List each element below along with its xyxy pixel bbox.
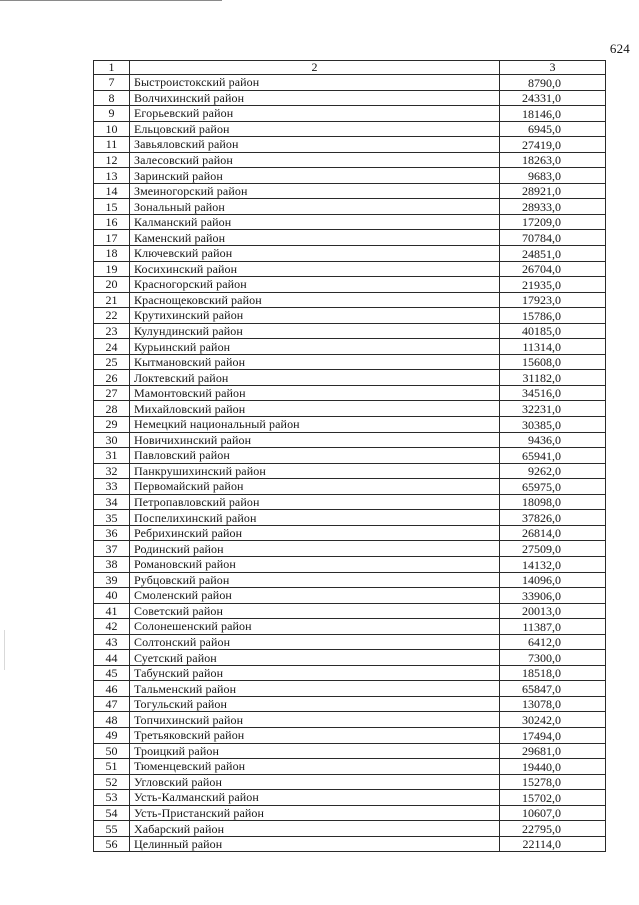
table-row	[94, 743, 606, 759]
table-row	[94, 106, 606, 122]
row-number: 25	[94, 354, 130, 370]
district-name: Новичихинский район	[130, 432, 500, 448]
table-row	[94, 308, 606, 324]
district-value: 7300,0	[500, 650, 606, 666]
district-value: 24851,0	[500, 246, 606, 262]
row-number: 43	[94, 634, 130, 650]
row-number: 47	[94, 696, 130, 712]
district-name: Залесовский район	[130, 152, 500, 168]
table-row	[94, 432, 606, 448]
district-name: Быстроистокский район	[130, 75, 500, 91]
district-name: Мамонтовский район	[130, 385, 500, 401]
district-name: Солонешенский район	[130, 619, 500, 635]
district-value: 65975,0	[500, 479, 606, 495]
district-name: Калманский район	[130, 214, 500, 230]
row-number: 54	[94, 805, 130, 821]
district-name: Зональный район	[130, 199, 500, 215]
table-row	[94, 75, 606, 91]
district-name: Смоленский район	[130, 588, 500, 604]
district-name: Солтонский район	[130, 634, 500, 650]
table-row	[94, 261, 606, 277]
row-number: 50	[94, 743, 130, 759]
table-row	[94, 214, 606, 230]
district-value: 15786,0	[500, 308, 606, 324]
table-row	[94, 230, 606, 246]
district-name: Кулундинский район	[130, 323, 500, 339]
district-value: 15608,0	[500, 354, 606, 370]
row-number: 55	[94, 821, 130, 837]
row-number: 28	[94, 401, 130, 417]
row-number: 34	[94, 494, 130, 510]
table-row	[94, 199, 606, 215]
row-number: 52	[94, 774, 130, 790]
district-name: Егорьевский район	[130, 106, 500, 122]
district-value: 65847,0	[500, 681, 606, 697]
district-name: Локтевский район	[130, 370, 500, 386]
district-name: Михайловский район	[130, 401, 500, 417]
district-name: Третьяковский район	[130, 727, 500, 743]
table-row	[94, 650, 606, 666]
table-row	[94, 759, 606, 775]
table-row	[94, 525, 606, 541]
district-value: 29681,0	[500, 743, 606, 759]
row-number: 11	[94, 137, 130, 153]
district-name: Красногорский район	[130, 277, 500, 293]
row-number: 21	[94, 292, 130, 308]
district-value: 6412,0	[500, 634, 606, 650]
district-name: Суетский район	[130, 650, 500, 666]
table-row	[94, 696, 606, 712]
district-name: Троицкий район	[130, 743, 500, 759]
district-value: 8790,0	[500, 75, 606, 91]
table-row	[94, 510, 606, 526]
row-number: 45	[94, 665, 130, 681]
district-name: Родинский район	[130, 541, 500, 557]
district-name: Ребрихинский район	[130, 525, 500, 541]
district-value: 11314,0	[500, 339, 606, 355]
district-name: Первомайский район	[130, 479, 500, 495]
row-number: 36	[94, 525, 130, 541]
scan-margin-mark	[4, 630, 5, 670]
table-row	[94, 572, 606, 588]
district-value: 65941,0	[500, 448, 606, 464]
district-value: 34516,0	[500, 385, 606, 401]
district-name: Завьяловский район	[130, 137, 500, 153]
district-value: 28933,0	[500, 199, 606, 215]
row-number: 40	[94, 588, 130, 604]
table-row	[94, 401, 606, 417]
district-value: 30242,0	[500, 712, 606, 728]
table-row	[94, 323, 606, 339]
district-name: Угловский район	[130, 774, 500, 790]
district-table	[93, 60, 606, 852]
table-row	[94, 168, 606, 184]
district-value: 37826,0	[500, 510, 606, 526]
district-name: Рубцовский район	[130, 572, 500, 588]
row-number: 16	[94, 214, 130, 230]
row-number: 48	[94, 712, 130, 728]
district-value: 10607,0	[500, 805, 606, 821]
row-number: 37	[94, 541, 130, 557]
table-row	[94, 494, 606, 510]
table-row	[94, 556, 606, 572]
district-value: 18263,0	[500, 152, 606, 168]
row-number: 7	[94, 75, 130, 91]
district-value: 70784,0	[500, 230, 606, 246]
row-number: 39	[94, 572, 130, 588]
page-number: 624	[609, 41, 630, 56]
row-number: 12	[94, 152, 130, 168]
table-row	[94, 121, 606, 137]
district-value: 17923,0	[500, 292, 606, 308]
table-row	[94, 634, 606, 650]
district-name: Тогульский район	[130, 696, 500, 712]
district-value: 40185,0	[500, 323, 606, 339]
row-number: 41	[94, 603, 130, 619]
district-value: 20013,0	[500, 603, 606, 619]
row-number: 27	[94, 385, 130, 401]
table-row	[94, 603, 606, 619]
district-name: Курьинский район	[130, 339, 500, 355]
table-row	[94, 137, 606, 153]
district-name: Усть-Пристанский район	[130, 805, 500, 821]
table-row	[94, 836, 606, 852]
table-row	[94, 805, 606, 821]
row-number: 42	[94, 619, 130, 635]
district-name: Советский район	[130, 603, 500, 619]
district-value: 26704,0	[500, 261, 606, 277]
table-row	[94, 790, 606, 806]
district-name: Косихинский район	[130, 261, 500, 277]
row-number: 19	[94, 261, 130, 277]
district-value: 26814,0	[500, 525, 606, 541]
table-row	[94, 90, 606, 106]
row-number: 53	[94, 790, 130, 806]
top-rule	[0, 0, 222, 1]
table-row	[94, 448, 606, 464]
district-value: 15702,0	[500, 790, 606, 806]
district-value: 18098,0	[500, 494, 606, 510]
row-number: 38	[94, 556, 130, 572]
table-row	[94, 385, 606, 401]
district-name: Петропавловский район	[130, 494, 500, 510]
district-value: 31182,0	[500, 370, 606, 386]
table-row	[94, 619, 606, 635]
table-row	[94, 727, 606, 743]
district-value: 18518,0	[500, 665, 606, 681]
row-number: 20	[94, 277, 130, 293]
row-number: 10	[94, 121, 130, 137]
row-number: 17	[94, 230, 130, 246]
row-number: 14	[94, 183, 130, 199]
district-value: 18146,0	[500, 106, 606, 122]
table-row	[94, 541, 606, 557]
district-value: 21935,0	[500, 277, 606, 293]
district-value: 19440,0	[500, 759, 606, 775]
district-value: 17494,0	[500, 727, 606, 743]
row-number: 24	[94, 339, 130, 355]
row-number: 33	[94, 479, 130, 495]
table-row	[94, 821, 606, 837]
table-row	[94, 774, 606, 790]
district-value: 9683,0	[500, 168, 606, 184]
table-row	[94, 354, 606, 370]
district-name: Тальменский район	[130, 681, 500, 697]
row-number: 35	[94, 510, 130, 526]
table-row	[94, 479, 606, 495]
district-name: Павловский район	[130, 448, 500, 464]
district-value: 14096,0	[500, 572, 606, 588]
district-name: Ельцовский район	[130, 121, 500, 137]
district-name: Заринский район	[130, 168, 500, 184]
district-value: 27419,0	[500, 137, 606, 153]
table-row	[94, 417, 606, 433]
district-name: Табунский район	[130, 665, 500, 681]
table-row	[94, 681, 606, 697]
row-number: 31	[94, 448, 130, 464]
row-number: 8	[94, 90, 130, 106]
district-name: Хабарский район	[130, 821, 500, 837]
district-value: 9262,0	[500, 463, 606, 479]
row-number: 46	[94, 681, 130, 697]
row-number: 49	[94, 727, 130, 743]
district-name: Усть-Калманский район	[130, 790, 500, 806]
district-value: 11387,0	[500, 619, 606, 635]
district-value: 14132,0	[500, 556, 606, 572]
district-name: Крутихинский район	[130, 308, 500, 324]
row-number: 23	[94, 323, 130, 339]
row-number: 26	[94, 370, 130, 386]
district-name: Тюменцевский район	[130, 759, 500, 775]
header-col-name: 2	[130, 61, 500, 75]
table-row	[94, 277, 606, 293]
header-col-number: 1	[94, 61, 130, 75]
table-row	[94, 588, 606, 604]
district-name: Каменский район	[130, 230, 500, 246]
table-body	[94, 61, 606, 852]
table-row	[94, 246, 606, 262]
district-name: Кытмановский район	[130, 354, 500, 370]
table-row	[94, 463, 606, 479]
district-value: 22795,0	[500, 821, 606, 837]
table-row	[94, 292, 606, 308]
district-name: Топчихинский район	[130, 712, 500, 728]
header-col-value: 3	[500, 61, 606, 75]
table-header-row	[94, 61, 606, 75]
district-name: Змеиногорский район	[130, 183, 500, 199]
table-row	[94, 183, 606, 199]
table-row	[94, 665, 606, 681]
district-name: Поспелихинский район	[130, 510, 500, 526]
row-number: 9	[94, 106, 130, 122]
district-name: Немецкий национальный район	[130, 417, 500, 433]
district-name: Ключевский район	[130, 246, 500, 262]
district-name: Романовский район	[130, 556, 500, 572]
district-name: Целинный район	[130, 836, 500, 852]
row-number: 22	[94, 308, 130, 324]
table-row	[94, 152, 606, 168]
district-value: 30385,0	[500, 417, 606, 433]
row-number: 44	[94, 650, 130, 666]
row-number: 29	[94, 417, 130, 433]
district-value: 24331,0	[500, 90, 606, 106]
district-value: 15278,0	[500, 774, 606, 790]
district-value: 13078,0	[500, 696, 606, 712]
row-number: 18	[94, 246, 130, 262]
district-value: 9436,0	[500, 432, 606, 448]
district-value: 32231,0	[500, 401, 606, 417]
row-number: 32	[94, 463, 130, 479]
district-name: Панкрушихинский район	[130, 463, 500, 479]
district-name: Волчихинский район	[130, 90, 500, 106]
district-value: 27509,0	[500, 541, 606, 557]
row-number: 51	[94, 759, 130, 775]
district-value: 17209,0	[500, 214, 606, 230]
table-row	[94, 370, 606, 386]
table-row	[94, 339, 606, 355]
district-name: Краснощековский район	[130, 292, 500, 308]
district-value: 28921,0	[500, 183, 606, 199]
row-number: 15	[94, 199, 130, 215]
row-number: 30	[94, 432, 130, 448]
district-value: 33906,0	[500, 588, 606, 604]
row-number: 56	[94, 836, 130, 852]
district-value: 22114,0	[500, 836, 606, 852]
district-value: 6945,0	[500, 121, 606, 137]
table-row	[94, 712, 606, 728]
row-number: 13	[94, 168, 130, 184]
